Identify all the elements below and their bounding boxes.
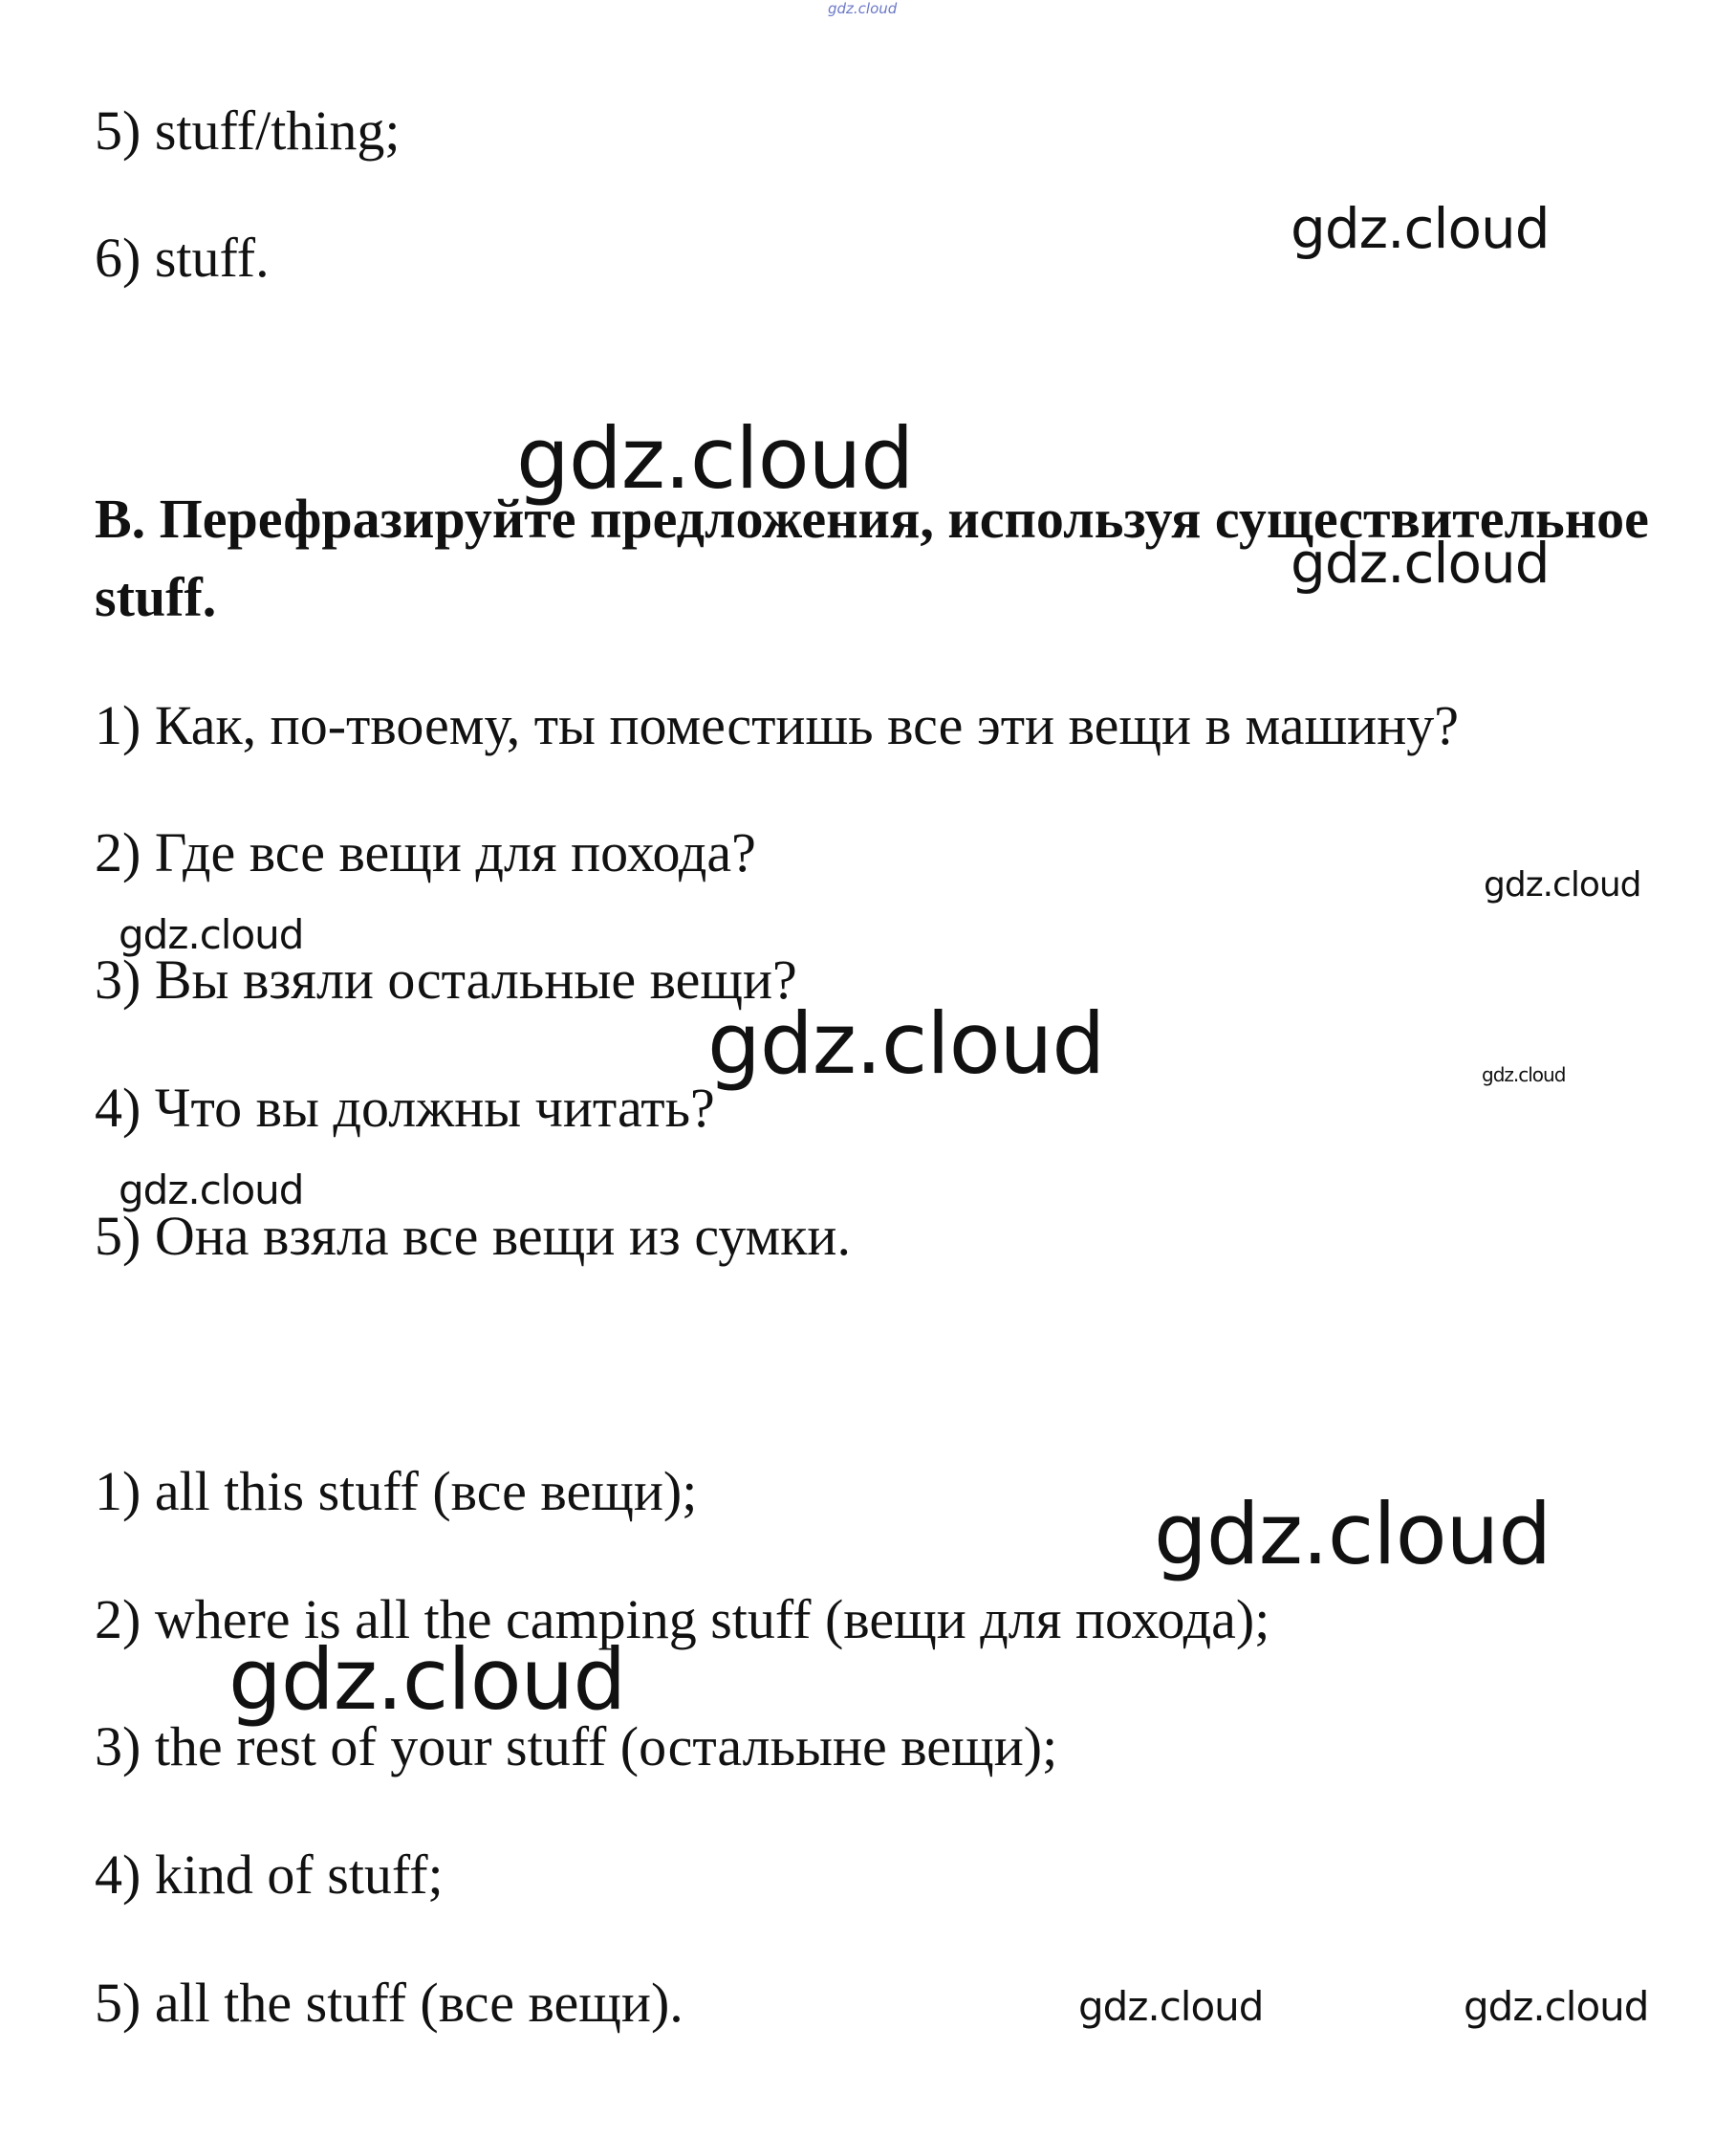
watermark: gdz.cloud (1484, 865, 1641, 905)
answer-line-a5: 5) stuff/thing; (95, 99, 401, 162)
answer-line-5: 5) all the stuff (все вещи). (95, 1972, 684, 2034)
watermark-top: gdz.cloud (828, 0, 898, 17)
watermark: gdz.cloud (707, 994, 1105, 1093)
watermark: gdz.cloud (119, 911, 304, 958)
answer-line-3: 3) the rest of your stuff (остальыне вещи); (95, 1715, 1058, 1777)
answer-line-4: 4) kind of stuff; (95, 1843, 444, 1906)
watermark: gdz.cloud (1291, 531, 1550, 596)
task-item-3: 3) Вы взяли остальные вещи? (95, 949, 797, 1011)
watermark: gdz.cloud (1154, 1485, 1552, 1583)
answer-line-1: 1) all this stuff (все вещи); (95, 1460, 698, 1522)
watermark: gdz.cloud (1291, 196, 1550, 261)
task-item-2: 2) Где все вещи для похода? (95, 821, 756, 883)
watermark: gdz.cloud (119, 1167, 304, 1213)
watermark: gdz.cloud (1078, 1983, 1264, 2030)
watermark: gdz.cloud (228, 1630, 626, 1729)
answer-line-2: 2) where is all the camping stuff (вещи для похода); (95, 1588, 1270, 1650)
watermark: gdz.cloud (1482, 1063, 1566, 1086)
section-heading: B. Перефразируйте предложения, используя существительное stuff. (95, 488, 1649, 629)
answer-line-a6: 6) stuff. (95, 227, 270, 289)
task-item-5: 5) Она взяла все вещи из сумки. (95, 1205, 851, 1267)
task-item-4: 4) Что вы должны читать? (95, 1077, 715, 1139)
watermark: gdz.cloud (516, 409, 914, 508)
watermark: gdz.cloud (1464, 1983, 1649, 2030)
task-item-1: 1) Как, по-твоему, ты поместишь все эти вещи в машину? (95, 694, 1460, 756)
